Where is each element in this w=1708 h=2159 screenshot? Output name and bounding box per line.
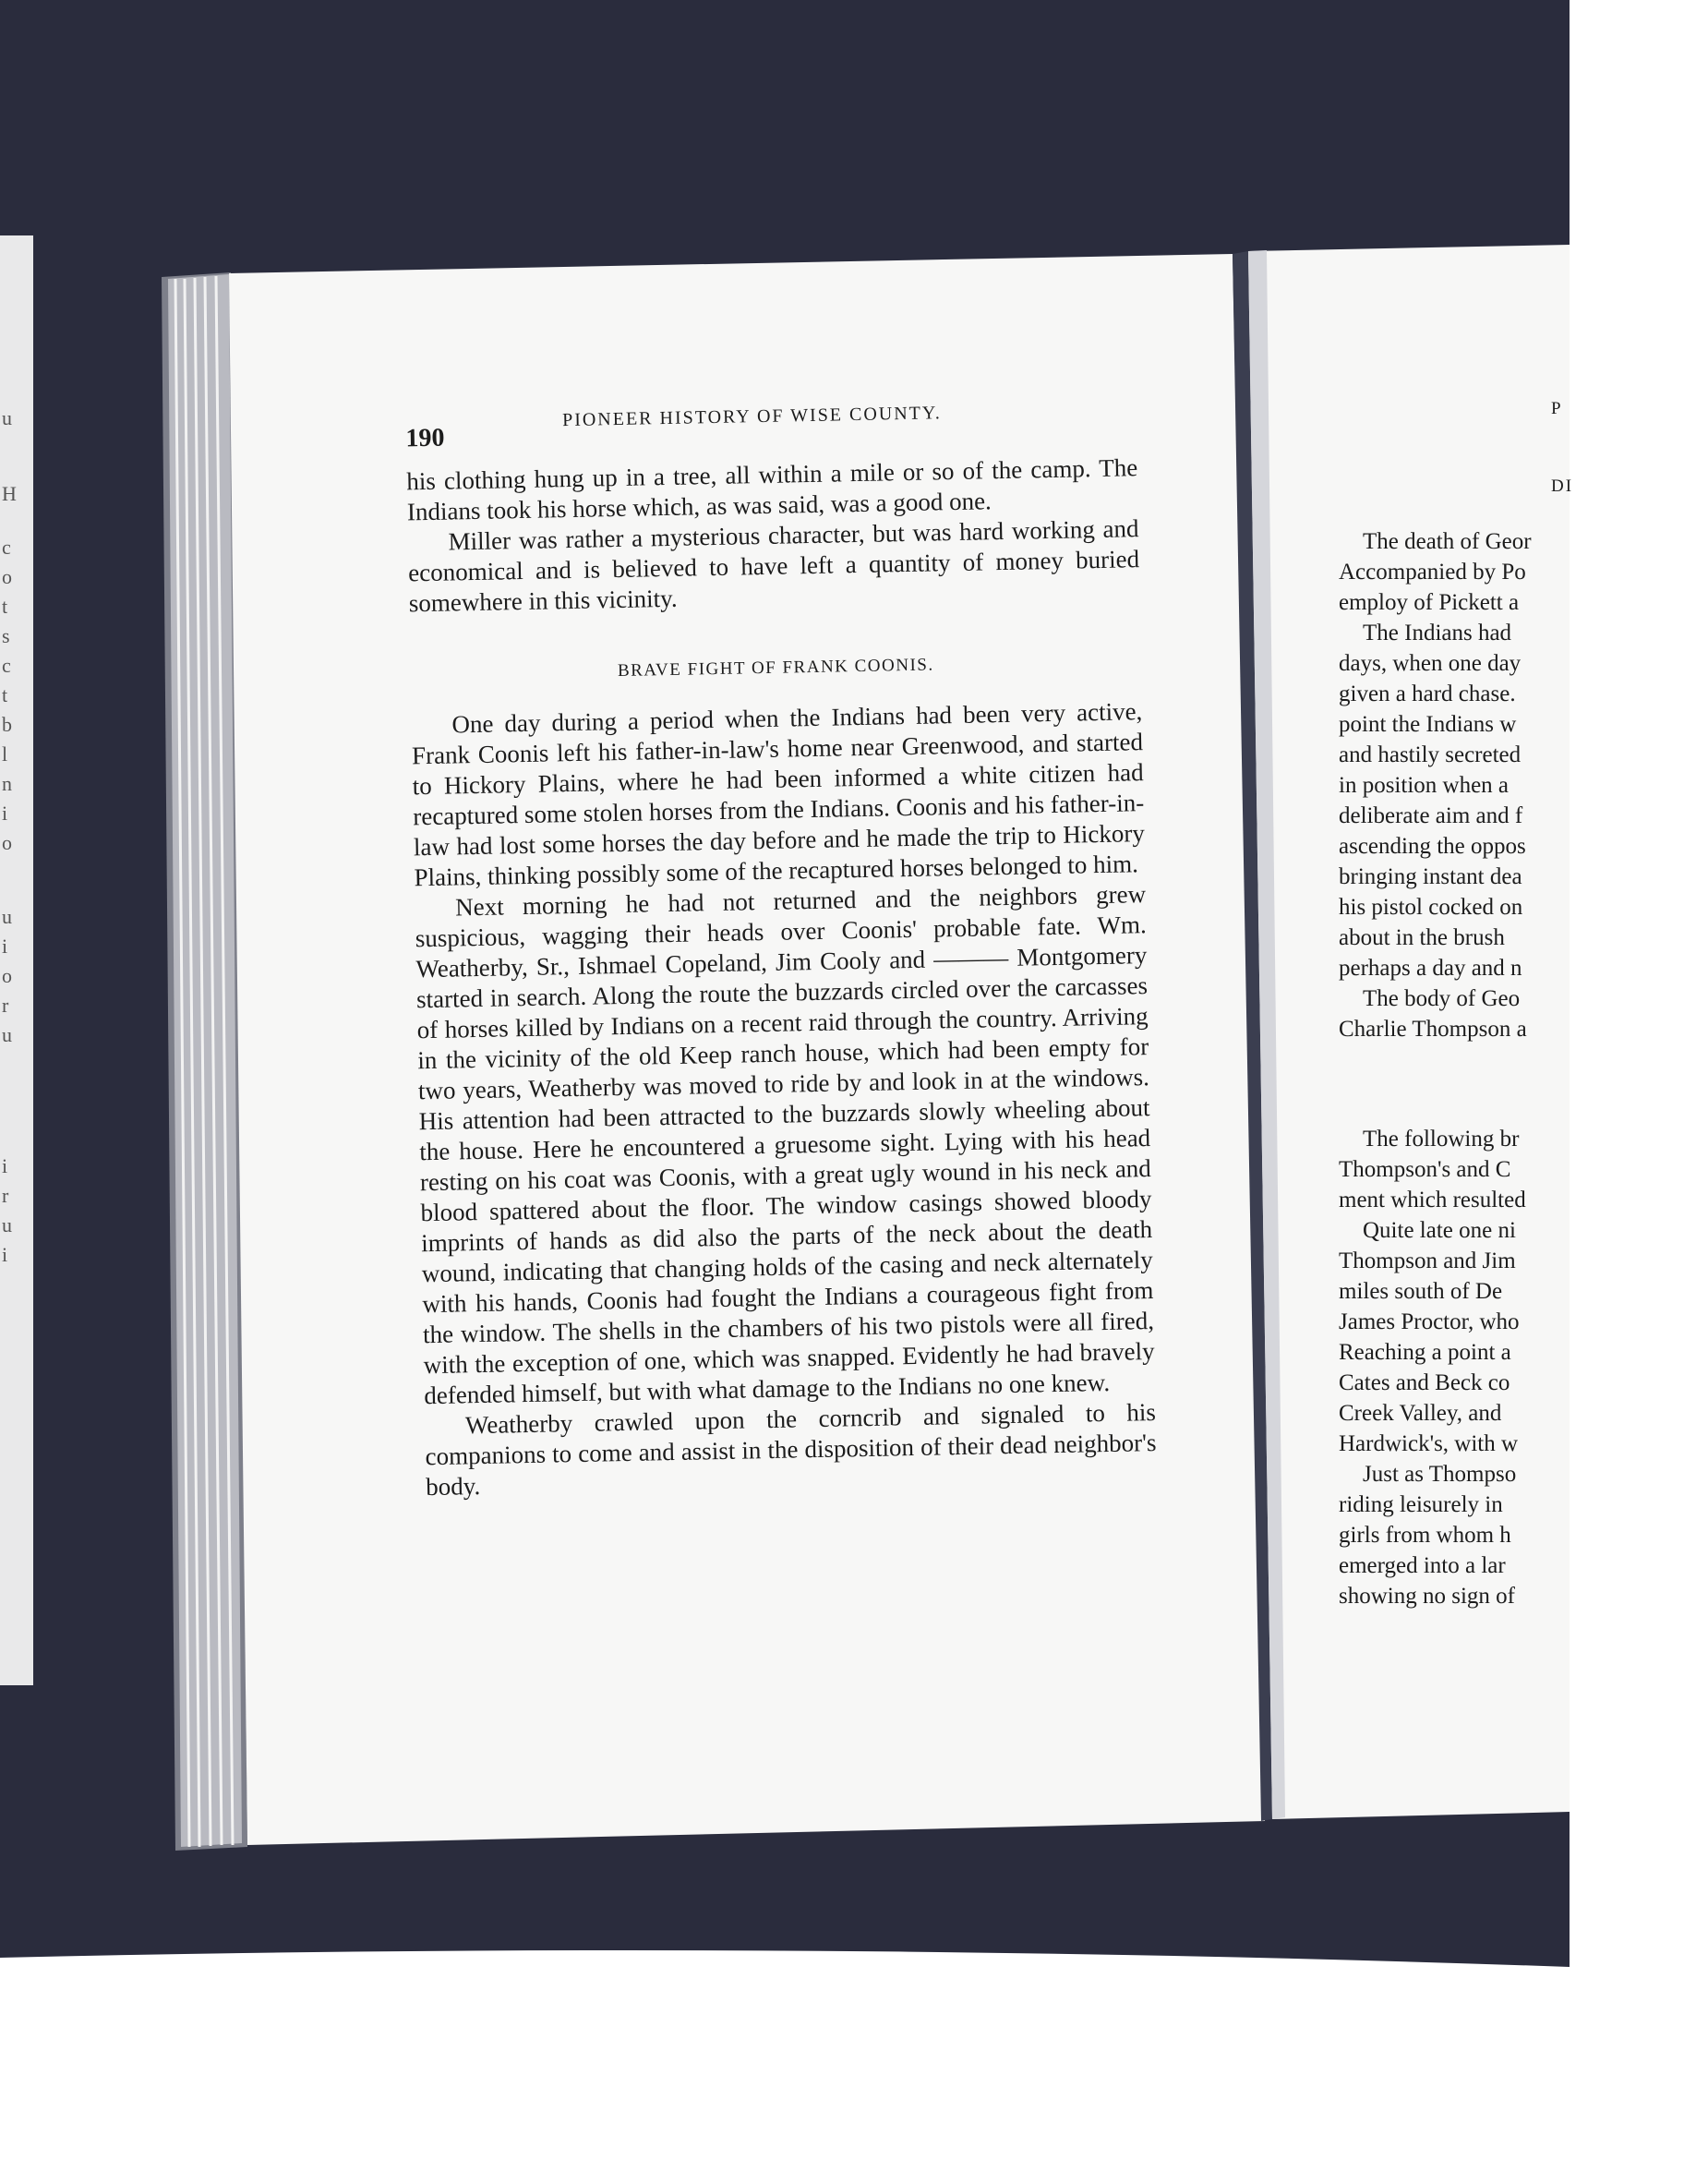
text-line: point the Indians w (1339, 712, 1517, 737)
edge-char: u (2, 406, 12, 429)
text-line: in position when a (1339, 773, 1510, 798)
text-line: Charlie Thompson a (1339, 1017, 1527, 1042)
running-head: PIONEER HISTORY OF WISE COUNTY. (561, 403, 942, 431)
text-line: Creek Valley, and (1339, 1401, 1502, 1426)
text-line: Just as Thompso (1363, 1462, 1517, 1487)
text-line: emerged into a lar (1339, 1553, 1506, 1578)
paragraph: Next morning he had not returned and the neighbors grew suspicious, wagging their heads over Coonis' probable fate. Wm. Weatherby, Sr., Ishmael Copeland, Jim Cooly and ——— Montgomery started in search. Along the route the buzzards circled over the carcasses of horses killed by Indians on a recent raid through the country. Arriving in the vicinity of the old Keep ranch house, which had been empty for two years, Weatherby was moved to ride by and look in at the windows. His attention had been attracted to the buzzards slowly wheeling about the house. Here he encountered a gruesome sight. Lying with his head resting on his coat was Coonis, with a great ugly wound in his neck and blood spattered about the floor. The window casings showed bloody imprints of hands as did also the parts of the neck about the death wound, indicating that changing holds of the casing and neck alternately with his hands, Coonis had fought the Indians a courageous fight from the window. The shells in the chambers of his two pistols were all fired, with the exception of one, which was snapped. Evidently he had bravely defended himself, but with what damage to the Indians no one knew. (415, 880, 1155, 1410)
section-heading-fragment: DI (1551, 476, 1574, 496)
edge-char: r (2, 1184, 9, 1207)
right-page-text-lower (1339, 1492, 1570, 1622)
edge-char: o (2, 565, 12, 588)
right-book-page (1339, 388, 1708, 1496)
text-line: ment which resulted (1339, 1188, 1526, 1212)
text-line: and hastily secreted (1339, 742, 1522, 767)
text-line: employ of Pickett a (1339, 590, 1520, 615)
left-book-page (231, 255, 1293, 1844)
text-line: Reaching a point a (1339, 1340, 1511, 1365)
text-line: bringing instant dea (1339, 864, 1522, 889)
text-line: Quite late one ni (1363, 1218, 1516, 1243)
paragraph: his clothing hung up in a tree, all within a mile or so of the camp. The Indians took his horse which, as was said, was a good one. (406, 453, 1138, 526)
edge-char: n (2, 772, 12, 795)
edge-char: u (2, 1213, 12, 1236)
text-line: showing no sign of (1339, 1584, 1515, 1609)
text-line: James Proctor, who (1339, 1309, 1520, 1334)
text-line: given a hard chase. (1339, 681, 1516, 706)
text-line: Hardwick's, with w (1339, 1431, 1519, 1456)
edge-char: c (2, 654, 11, 677)
edge-char: l (2, 742, 8, 766)
page-body (406, 452, 1157, 1502)
text-line: girls from whom h (1339, 1523, 1511, 1548)
paragraph: Miller was rather a mysterious character, but was hard working and economical and is believed to have left a quantity of money buried somewhere in this vicinity. (407, 514, 1140, 618)
page-number: 190 (405, 423, 445, 453)
edge-char: H (2, 482, 17, 505)
text-line: riding leisurely in (1339, 1492, 1503, 1517)
edge-char: b (2, 713, 12, 736)
adjacent-page-edge (0, 240, 31, 1681)
section-heading: BRAVE FIGHT OF FRANK COONIS. (617, 655, 934, 681)
text-line: deliberate aim and f (1339, 803, 1523, 828)
text-line: Thompson and Jim (1339, 1248, 1516, 1273)
edge-char: i (2, 802, 8, 825)
text-line: ascending the oppos (1339, 834, 1526, 859)
edge-char: u (2, 905, 12, 928)
edge-char: u (2, 1023, 12, 1046)
edge-char: i (2, 935, 8, 958)
paragraph: Weatherby crawled upon the corncrib and signaled to his companions to come and assist in the disposition of their dead neighbor's body. (425, 1397, 1157, 1502)
edge-char: s (2, 624, 10, 647)
edge-char: t (2, 683, 8, 706)
right-page-text (1339, 388, 1570, 1496)
text-line: Accompanied by Po (1339, 560, 1526, 585)
text-line: Thompson's and C (1339, 1157, 1511, 1182)
text-line: The following br (1363, 1127, 1520, 1152)
edge-char: c (2, 536, 11, 559)
text-line: The death of Geor (1363, 529, 1532, 554)
text-line: The Indians had (1363, 621, 1512, 645)
edge-char: i (2, 1243, 8, 1266)
text-line: his pistol cocked on (1339, 895, 1523, 920)
text-line: days, when one day (1339, 651, 1522, 676)
text-line: The body of Geo (1363, 986, 1521, 1011)
text-line: perhaps a day and n (1339, 956, 1522, 981)
text-line: miles south of De (1339, 1279, 1503, 1304)
edge-char: o (2, 831, 12, 854)
edge-char: o (2, 964, 12, 987)
edge-char: r (2, 994, 9, 1017)
paragraph: One day during a period when the Indians had been very active, Frank Coonis left his father-in-law's home near Greenwood, and started to Hickory Plains, where he had been informed a white citizen had recaptured some stolen horses from the Indians. Coonis and his father-in-law had lost some horses the day before and he made the trip to Hickory Plains, thinking possibly some of the recaptured horses belonged to him. (411, 697, 1146, 892)
text-line: Cates and Beck co (1339, 1370, 1510, 1395)
edge-char: t (2, 595, 8, 618)
text-line: about in the brush (1339, 925, 1505, 950)
edge-char: i (2, 1154, 8, 1177)
running-head-fragment: P (1551, 399, 1563, 418)
